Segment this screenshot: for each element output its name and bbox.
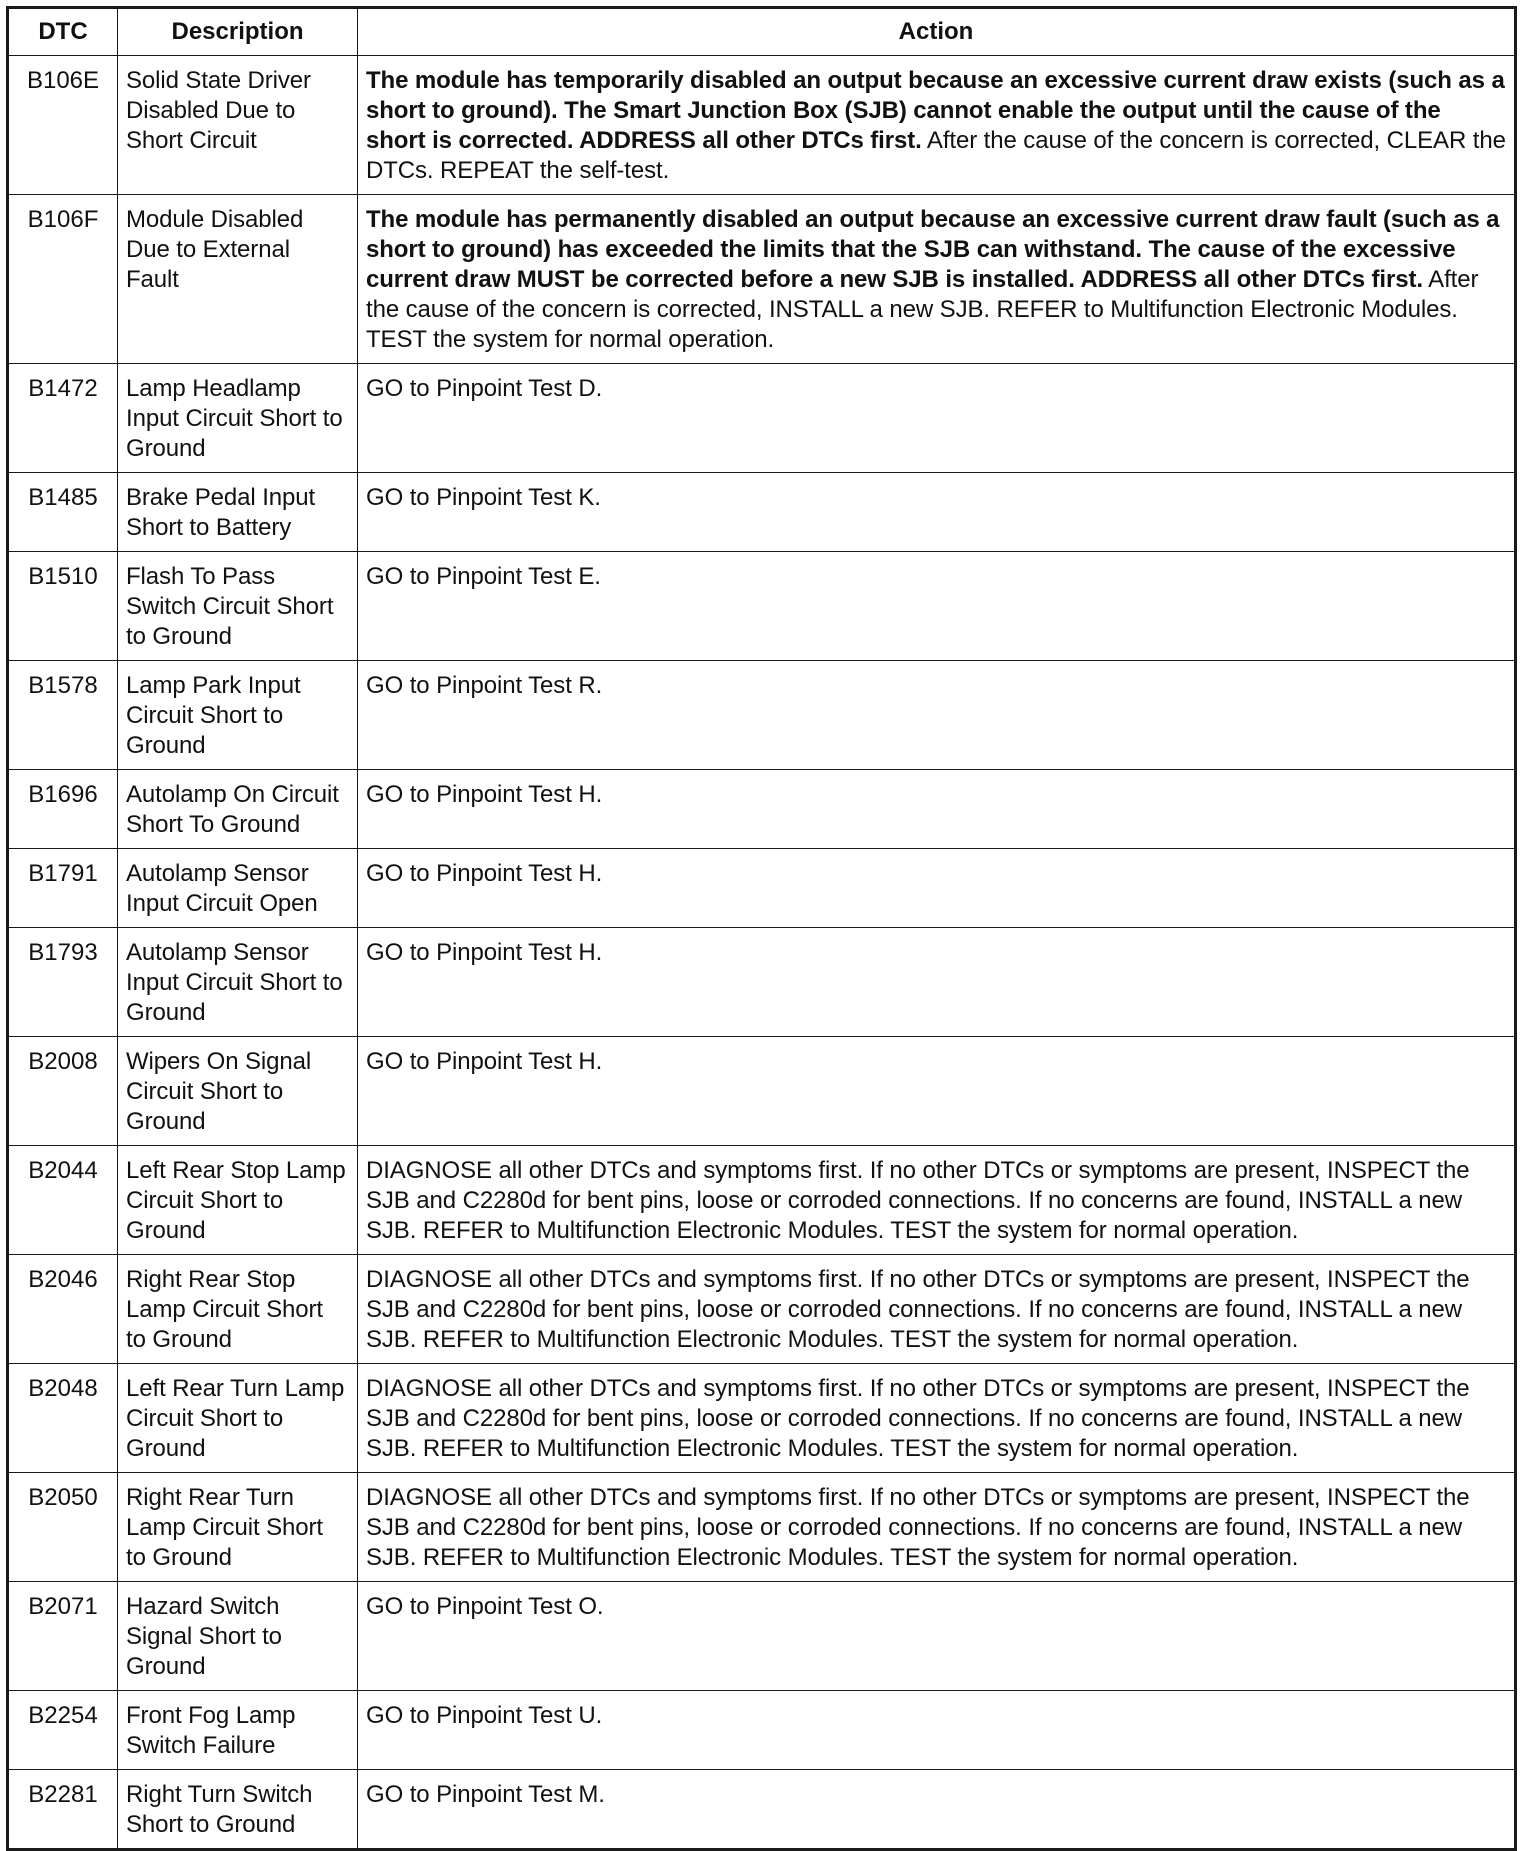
dtc-description-cell: Module Disabled Due to External Fault — [118, 195, 358, 364]
action-text: GO to Pinpoint Test K. — [366, 484, 601, 511]
dtc-code-cell: B1578 — [8, 661, 118, 770]
table-row — [8, 195, 1516, 364]
dtc-description-cell: Left Rear Turn Lamp Circuit Short to Ground — [118, 1364, 358, 1473]
dtc-description-cell: Brake Pedal Input Short to Battery — [118, 473, 358, 552]
dtc-description-cell: Lamp Headlamp Input Circuit Short to Ground — [118, 364, 358, 473]
dtc-action-cell — [358, 770, 1516, 849]
table-row — [8, 552, 1516, 661]
dtc-code-cell: B2281 — [8, 1770, 118, 1850]
dtc-description-cell: Solid State Driver Disabled Due to Short Circuit — [118, 56, 358, 195]
dtc-action-cell — [358, 56, 1516, 195]
dtc-action-cell — [358, 849, 1516, 928]
table-row — [8, 364, 1516, 473]
dtc-code-cell: B2050 — [8, 1473, 118, 1582]
table-row — [8, 849, 1516, 928]
dtc-code-cell: B1510 — [8, 552, 118, 661]
table-row — [8, 770, 1516, 849]
table-row — [8, 56, 1516, 195]
dtc-code-cell: B1793 — [8, 928, 118, 1037]
action-text: GO to Pinpoint Test O. — [366, 1593, 604, 1620]
dtc-description-cell: Lamp Park Input Circuit Short to Ground — [118, 661, 358, 770]
action-text: GO to Pinpoint Test M. — [366, 1781, 605, 1808]
dtc-table — [6, 6, 1517, 1851]
dtc-description-cell: Hazard Switch Signal Short to Ground — [118, 1582, 358, 1691]
dtc-code-cell: B2044 — [8, 1146, 118, 1255]
table-row — [8, 1691, 1516, 1770]
table-row — [8, 1255, 1516, 1364]
dtc-action-cell — [358, 473, 1516, 552]
dtc-code-cell: B2254 — [8, 1691, 118, 1770]
dtc-action-cell — [358, 1255, 1516, 1364]
table-row — [8, 473, 1516, 552]
table-row — [8, 1037, 1516, 1146]
dtc-code-cell: B106F — [8, 195, 118, 364]
dtc-action-cell — [358, 364, 1516, 473]
dtc-action-cell — [358, 1037, 1516, 1146]
dtc-code-cell: B2046 — [8, 1255, 118, 1364]
column-header-dtc: DTC — [8, 8, 118, 56]
dtc-description-cell: Wipers On Signal Circuit Short to Ground — [118, 1037, 358, 1146]
table-row — [8, 1582, 1516, 1691]
action-text: GO to Pinpoint Test U. — [366, 1702, 603, 1729]
dtc-action-cell — [358, 1473, 1516, 1582]
dtc-code-cell: B2048 — [8, 1364, 118, 1473]
table-header-row — [8, 8, 1516, 56]
table-row — [8, 1146, 1516, 1255]
dtc-description-cell: Front Fog Lamp Switch Failure — [118, 1691, 358, 1770]
action-text: GO to Pinpoint Test E. — [366, 563, 601, 590]
dtc-action-cell — [358, 1364, 1516, 1473]
action-text: GO to Pinpoint Test D. — [366, 375, 603, 402]
dtc-code-cell: B1696 — [8, 770, 118, 849]
dtc-code-cell: B2071 — [8, 1582, 118, 1691]
dtc-description-cell: Right Rear Stop Lamp Circuit Short to Ground — [118, 1255, 358, 1364]
column-header-action: Action — [358, 8, 1516, 56]
dtc-action-cell — [358, 1582, 1516, 1691]
table-row — [8, 1473, 1516, 1582]
dtc-description-cell: Right Turn Switch Short to Ground — [118, 1770, 358, 1850]
dtc-description-cell: Flash To Pass Switch Circuit Short to Ground — [118, 552, 358, 661]
dtc-action-cell — [358, 1770, 1516, 1850]
action-text: GO to Pinpoint Test H. — [366, 939, 603, 966]
action-bold-text: The module has permanently disabled an output because an excessive current draw fault (such as a short to ground) has exceeded the limits that the SJB can withstand. The cause of the excessive current draw MUST be corrected before a new SJB is installed. ADDRESS all other DTCs first. — [366, 206, 1500, 293]
table-row — [8, 1770, 1516, 1850]
dtc-action-cell — [358, 1691, 1516, 1770]
dtc-action-cell — [358, 661, 1516, 770]
dtc-description-cell: Autolamp On Circuit Short To Ground — [118, 770, 358, 849]
dtc-description-cell: Right Rear Turn Lamp Circuit Short to Ground — [118, 1473, 358, 1582]
dtc-action-cell — [358, 1146, 1516, 1255]
table-body — [8, 56, 1516, 1850]
dtc-code-cell: B2008 — [8, 1037, 118, 1146]
dtc-table-container — [6, 6, 1514, 1851]
dtc-action-cell — [358, 552, 1516, 661]
action-text: DIAGNOSE all other DTCs and symptoms first. If no other DTCs or symptoms are present, INSPECT the SJB and C2280d for bent pins, loose or corroded connections. If no concerns are found, INSTALL a new SJB. REFER to Multifunction Electronic Modules. TEST the system for normal operation. — [366, 1375, 1470, 1462]
dtc-action-cell — [358, 928, 1516, 1037]
dtc-code-cell: B1472 — [8, 364, 118, 473]
action-bold-text: The module has temporarily disabled an output because an excessive current draw exists (such as a short to ground). The Smart Junction Box (SJB) cannot enable the output until the cause of the short is corrected. ADDRESS all other DTCs first. — [366, 67, 1505, 154]
action-text: DIAGNOSE all other DTCs and symptoms first. If no other DTCs or symptoms are present, INSPECT the SJB and C2280d for bent pins, loose or corroded connections. If no concerns are found, INSTALL a new SJB. REFER to Multifunction Electronic Modules. TEST the system for normal operation. — [366, 1484, 1470, 1571]
dtc-description-cell: Autolamp Sensor Input Circuit Short to Ground — [118, 928, 358, 1037]
dtc-code-cell: B1485 — [8, 473, 118, 552]
action-text: GO to Pinpoint Test H. — [366, 860, 603, 887]
dtc-code-cell: B106E — [8, 56, 118, 195]
table-row — [8, 928, 1516, 1037]
column-header-description: Description — [118, 8, 358, 56]
action-text: GO to Pinpoint Test H. — [366, 1048, 603, 1075]
dtc-description-cell: Left Rear Stop Lamp Circuit Short to Ground — [118, 1146, 358, 1255]
action-text: After the cause of the concern is corrected, INSTALL a new SJB. REFER to Multifunction Electronic Modules. TEST the system for normal operation. — [366, 266, 1479, 353]
dtc-action-cell — [358, 195, 1516, 364]
table-row — [8, 661, 1516, 770]
dtc-description-cell: Autolamp Sensor Input Circuit Open — [118, 849, 358, 928]
action-text: DIAGNOSE all other DTCs and symptoms first. If no other DTCs or symptoms are present, INSPECT the SJB and C2280d for bent pins, loose or corroded connections. If no concerns are found, INSTALL a new SJB. REFER to Multifunction Electronic Modules. TEST the system for normal operation. — [366, 1157, 1470, 1244]
dtc-code-cell: B1791 — [8, 849, 118, 928]
table-row — [8, 1364, 1516, 1473]
action-text: After the cause of the concern is corrected, CLEAR the DTCs. REPEAT the self-test. — [366, 127, 1506, 184]
action-text: GO to Pinpoint Test H. — [366, 781, 603, 808]
action-text: DIAGNOSE all other DTCs and symptoms first. If no other DTCs or symptoms are present, INSPECT the SJB and C2280d for bent pins, loose or corroded connections. If no concerns are found, INSTALL a new SJB. REFER to Multifunction Electronic Modules. TEST the system for normal operation. — [366, 1266, 1470, 1353]
action-text: GO to Pinpoint Test R. — [366, 672, 603, 699]
